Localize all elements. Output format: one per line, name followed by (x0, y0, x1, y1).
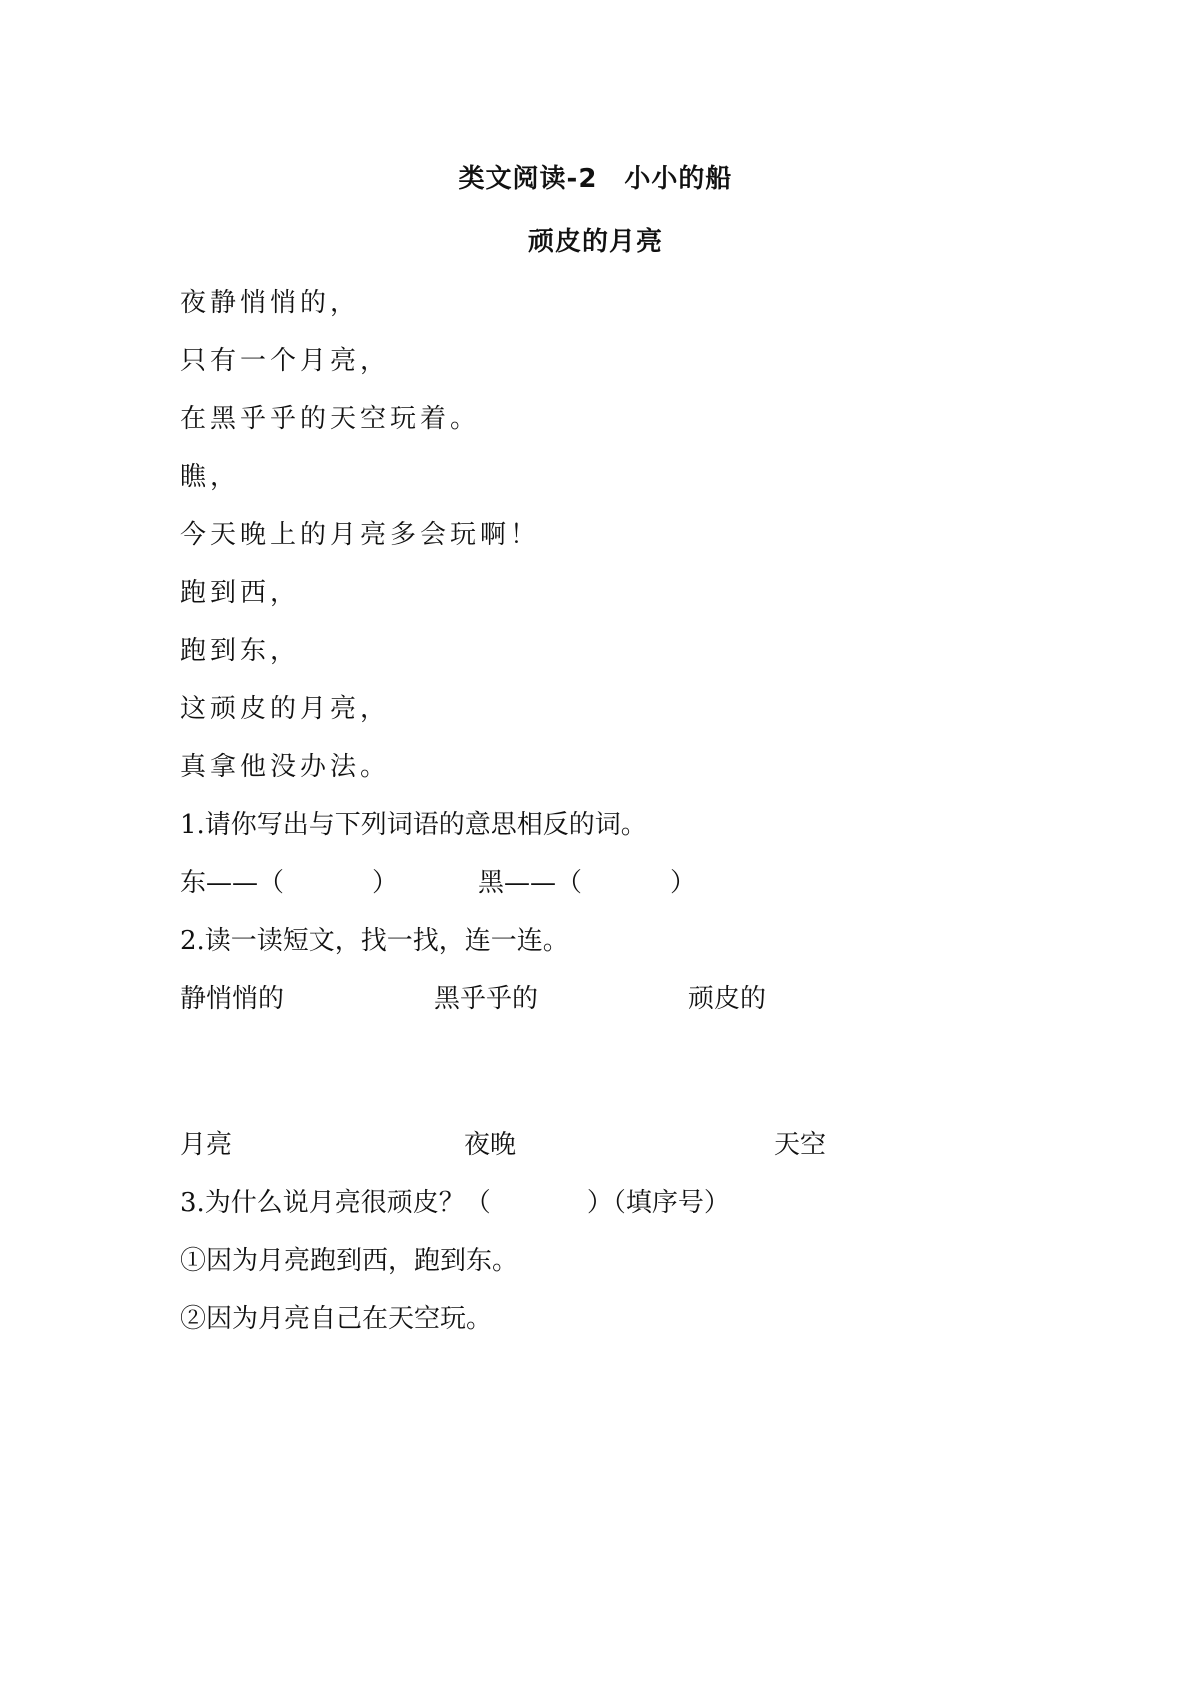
poem-line: 这顽皮的月亮， (180, 694, 391, 724)
antonym-word-black: 黑——（ (478, 868, 583, 898)
poem-line: 只有一个月亮， (180, 346, 391, 376)
question-3-option: ②因为月亮自己在天空玩。 (180, 1304, 493, 1334)
match-bottom-word[interactable]: 月亮 (180, 1130, 233, 1160)
match-top-word[interactable]: 黑乎乎的 (434, 984, 539, 1014)
question-3-option: ①因为月亮跑到西，跑到东。 (180, 1246, 519, 1276)
question-3-prompt (180, 1182, 730, 1219)
worksheet-title: 类文阅读-2 小小的船 (458, 164, 733, 194)
antonym-item-east (180, 862, 398, 899)
question-2-prompt: 2.读一读短文，找一找，连一连。 (180, 926, 569, 956)
antonym-close-paren: ） (670, 868, 697, 898)
antonym-word-east: 东——（ (180, 868, 285, 898)
poem-line: 瞧， (180, 462, 241, 492)
poem-line: 真拿他没办法。 (180, 752, 391, 782)
poem-line: 跑到东， (180, 636, 301, 666)
question-3-prompt-start: 3.为什么说月亮很顽皮？（ (180, 1188, 491, 1218)
match-top-word[interactable]: 静悄悄的 (180, 984, 285, 1014)
question-3-prompt-end: ）（填序号） (586, 1188, 730, 1218)
poem-line: 在黑乎乎的天空玩着。 (180, 404, 481, 434)
poem-line: 夜静悄悄的， (180, 288, 361, 318)
poem-title: 顽皮的月亮 (527, 227, 663, 257)
poem-line: 今天晚上的月亮多会玩啊！ (180, 520, 541, 550)
question-1-prompt: 1.请你写出与下列词语的意思相反的词。 (180, 810, 647, 840)
antonym-close-paren: ） (372, 868, 399, 898)
antonym-item-black (478, 862, 696, 899)
match-bottom-word[interactable]: 夜晚 (464, 1130, 517, 1160)
poem-line: 跑到西， (180, 578, 301, 608)
match-top-word[interactable]: 顽皮的 (688, 984, 767, 1014)
match-bottom-word[interactable]: 天空 (774, 1130, 827, 1160)
